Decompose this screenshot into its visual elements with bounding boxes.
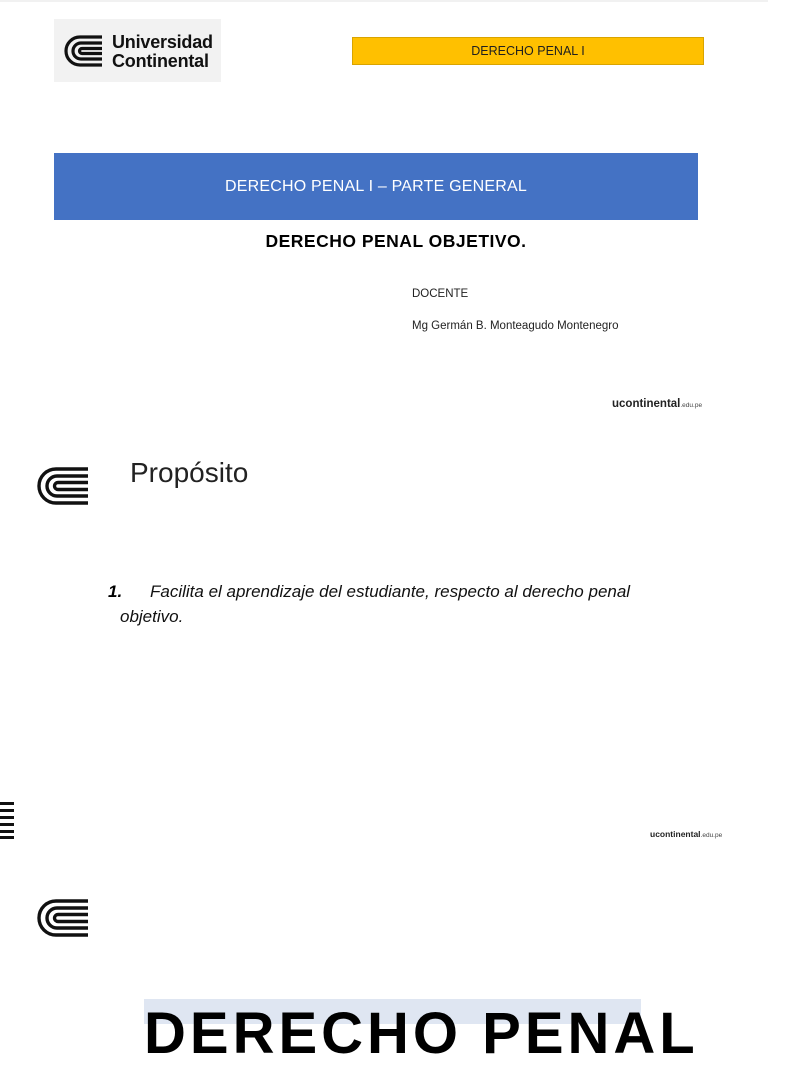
university-logo	[54, 19, 221, 82]
footer-domain: .edu.pe	[680, 402, 703, 409]
docente-name: Mg Germán B. Monteagudo Montenegro	[412, 320, 619, 332]
footer-brand	[650, 829, 722, 839]
footer-brand-name: ucontinental	[612, 398, 681, 410]
logo-line-1: Universidad	[112, 32, 213, 52]
footer-domain: .edu.pe	[700, 832, 723, 839]
continental-logo-icon	[34, 897, 90, 939]
continental-logo-partial-icon	[0, 800, 14, 840]
slide-title: DERECHO PENAL	[144, 1001, 699, 1066]
top-divider	[0, 0, 768, 2]
section-heading: Propósito	[130, 457, 249, 488]
page-title: DERECHO PENAL OBJETIVO.	[265, 231, 527, 251]
objective-text-line-2: objetivo.	[120, 607, 184, 626]
course-banner: DERECHO PENAL I – PARTE GENERAL	[54, 153, 698, 220]
objective-text-line-1: Facilita el aprendizaje del estudiante, respecto al derecho penal	[150, 582, 631, 601]
continental-logo-icon	[62, 33, 106, 69]
docente-label: DOCENTE	[412, 288, 469, 300]
continental-logo-icon	[34, 465, 90, 507]
footer-brand-name: ucontinental	[650, 829, 701, 839]
slide-title-box	[144, 999, 699, 1066]
objective-number: 1.	[108, 582, 123, 601]
course-tag: DERECHO PENAL I	[352, 37, 704, 65]
logo-line-2: Continental	[112, 51, 209, 71]
footer-brand	[612, 398, 702, 410]
logo-wordmark	[112, 33, 213, 71]
